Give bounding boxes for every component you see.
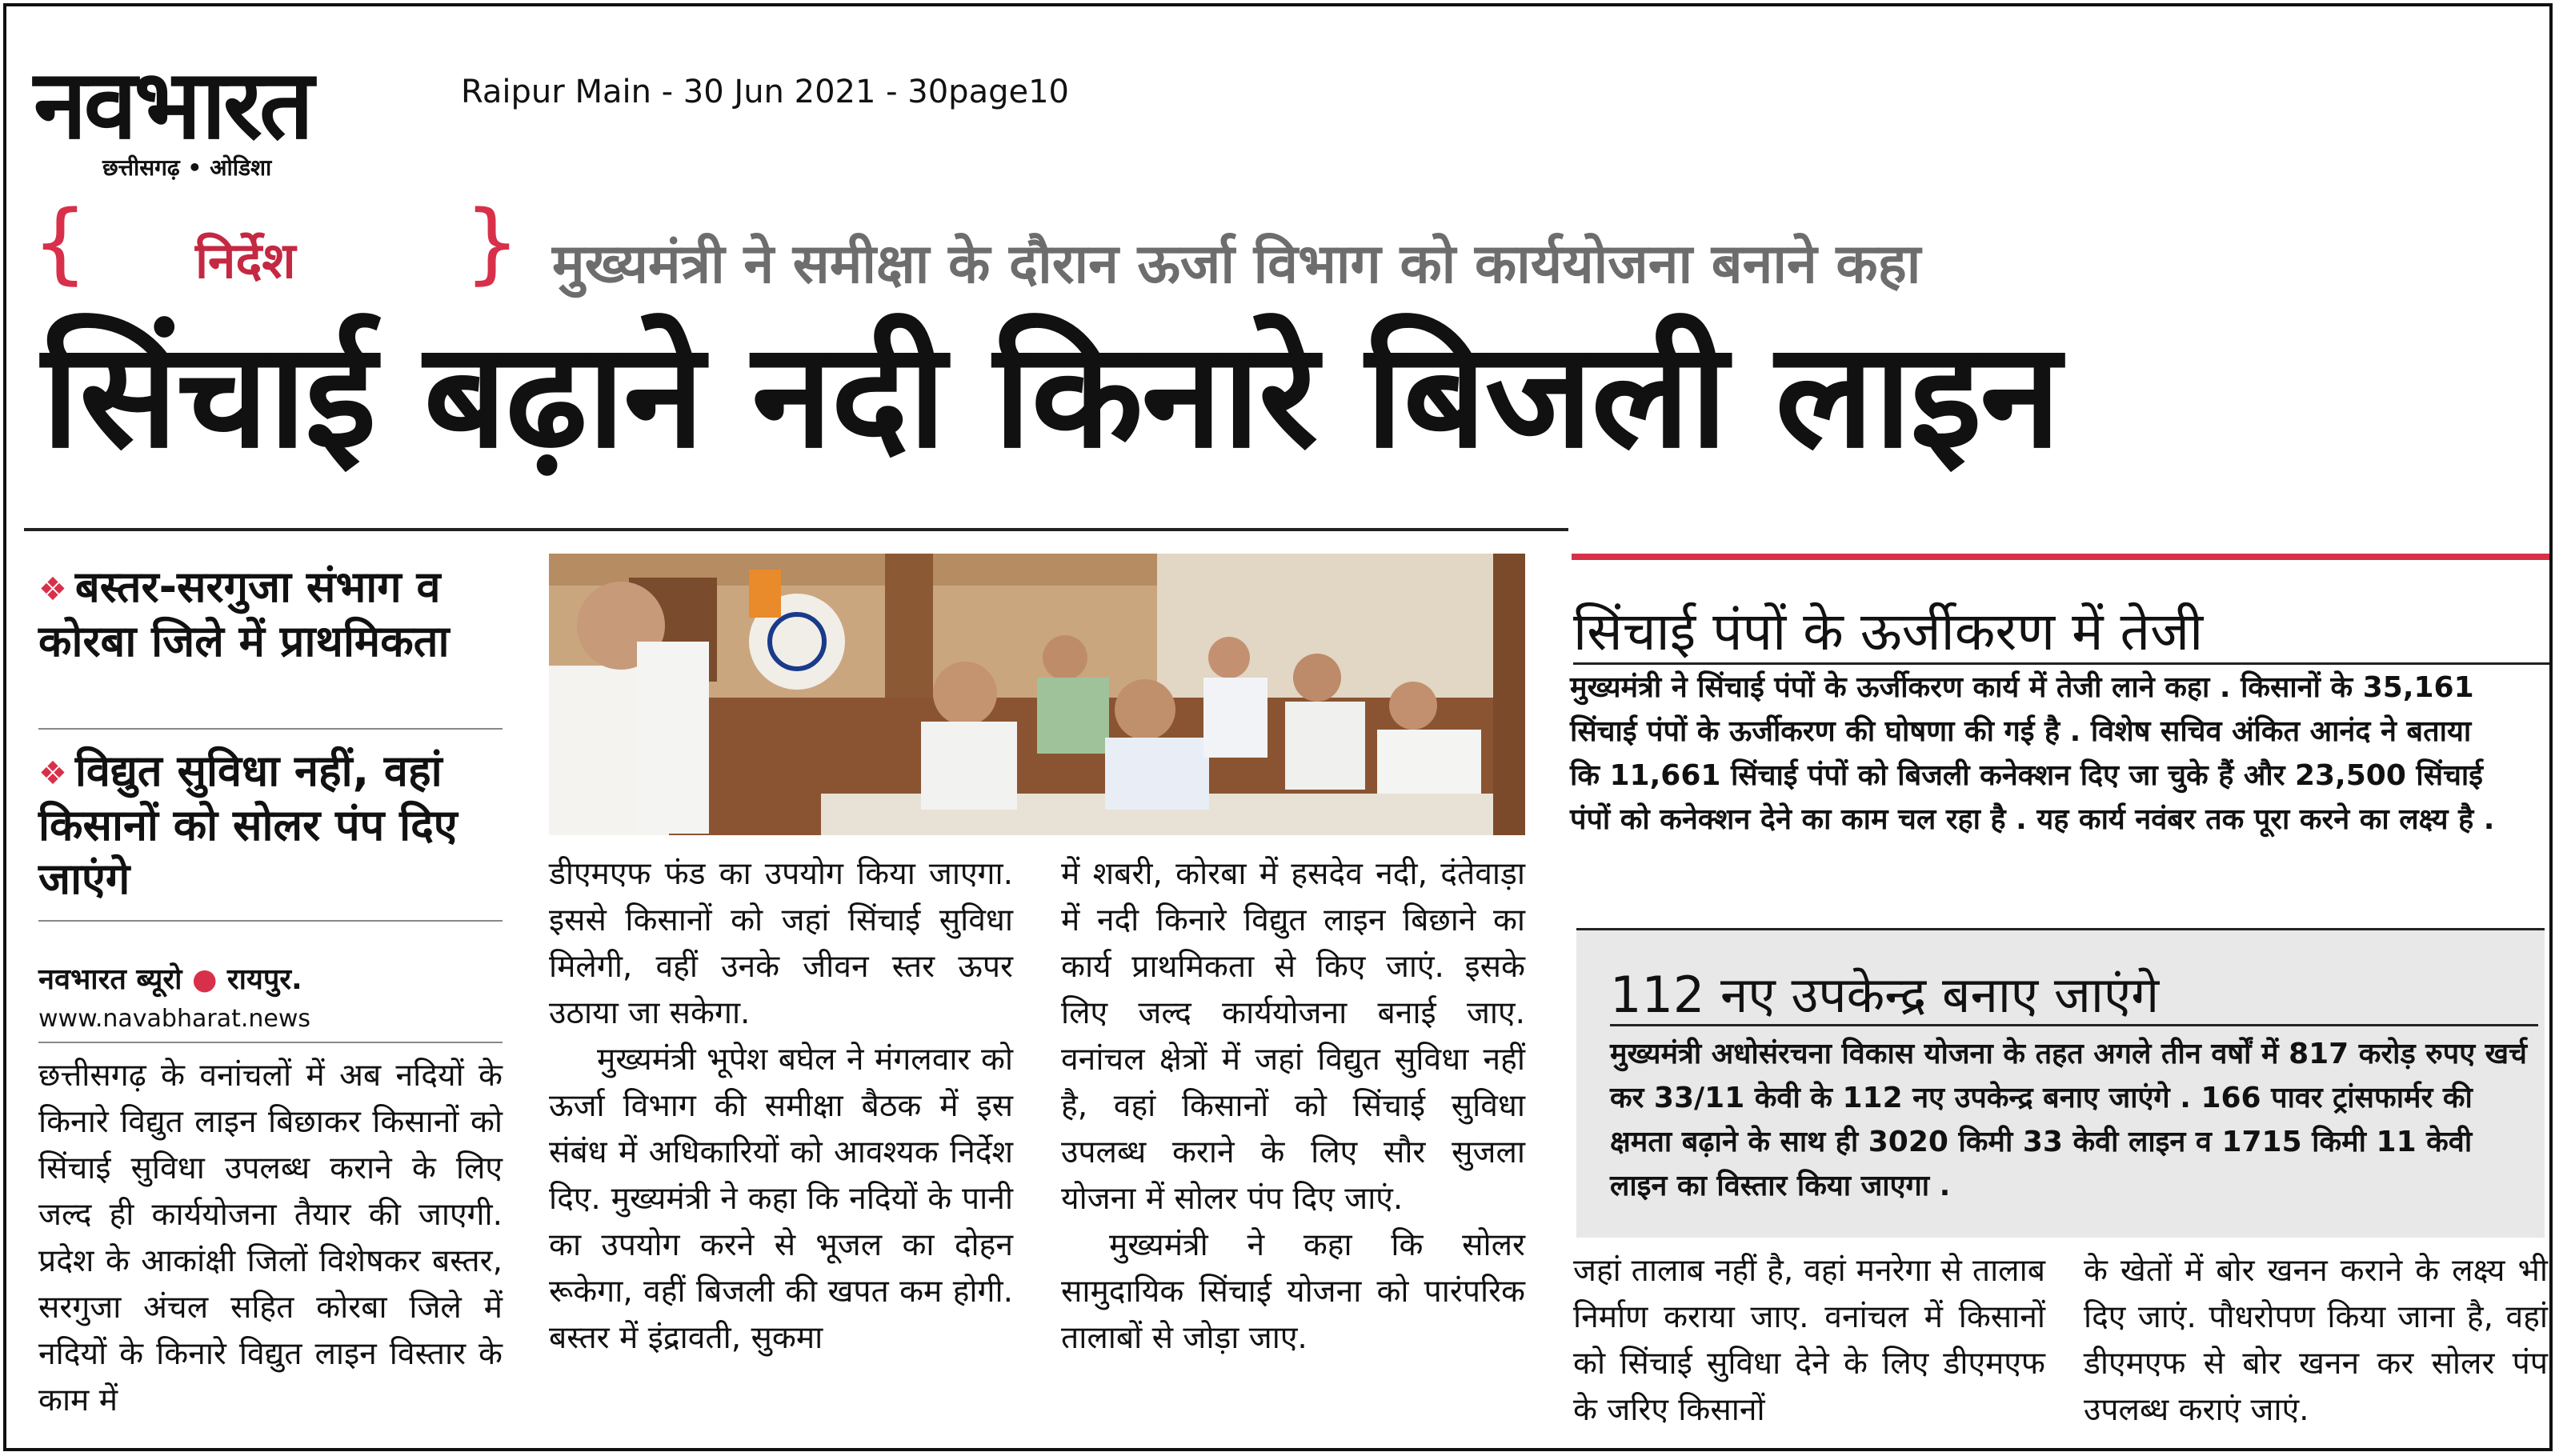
article-column-2: डीएमएफ फंड का उपयोग किया जाएगा. इससे किसानों को जहां सिंचाई सुविधा मिलेगी, वहीं उनके जीवन स्तर ऊपर उठाया जा सकेगा. मुख्यमंत्री भूपेश बघेल ने मंगलवार को ऊर्जा विभाग की समीक्षा बैठक में इस संबंध में अधिकारियों को आवश्यक निर्देश दिए. मुख्यमंत्री ने कहा कि नदियों के पानी का उपयोग करने से भूजल का दोहन रूकेगा, वहीं बिजली की खपत कम होगी. बस्तर में इंद्रावती, सुकमा [549, 856, 1013, 1356]
box2-text: मुख्यमंत्री अधोसंरचना विकास योजना के तहत अगले तीन वर्षों में 817 करोड़ रुपए खर्च कर 33/11 केवी के 112 नए उपकेन्द्र बनाए जाएंगे . 166 पावर ट्रांसफार्मर की क्षमता बढ़ाने के साथ ही 3020 किमी 33 केवी लाइन व 1715 किमी 11 केवी लाइन का विस्तार किया जाएगा . [1610, 1038, 2527, 1202]
box2-divider [1610, 1024, 2538, 1026]
article-column-1: छत्तीसगढ़ के वनांचलों में अब नदियों के किनारे विद्युत लाइन बिछाकर किसानों को सिंचाई सुविधा उपलब्ध कराने के लिए जल्द ही कार्ययोजना तैयार की जाएगी. प्रदेश के आकांक्षी जिलों विशेषकर बस्तर, सरगुजा अंचल सहित कोरबा जिले में नदियों के किनारे विद्युत लाइन विस्तार के काम में [38, 1058, 503, 1418]
headline-divider [24, 528, 1568, 531]
article-column-4: जहां तालाब नहीं है, वहां मनरेगा से तालाब निर्माण कराया जाए. वनांचल में किसानों को सिंचाई सुविधा देने के लिए डीएमएफ के जरिए किसानों [1573, 1253, 2045, 1428]
byline-divider [38, 1042, 503, 1043]
highlight-item: ❖ बस्तर-सरगुजा संभाग व कोरबा जिले में प्राथमिकता [38, 562, 450, 666]
right-brace-icon: } [464, 191, 520, 294]
left-brace-icon: { [32, 191, 88, 294]
byline-city: रायपुर. [226, 963, 302, 996]
article-column-5: के खेतों में बोर खनन कराने के लक्ष्य भी दिए जाएं. पौधरोपण किया जाना है, वहां डीएमएफ से बोर खनन कर सोलर पंप उपलब्ध कराएं जाएं. [2084, 1253, 2548, 1428]
box2-title: 112 नए उपकेन्द्र बनाए जाएंगे [1610, 966, 2160, 1024]
byline-url: www.navabharat.news [38, 1005, 311, 1033]
box1-text: मुख्यमंत्री ने सिंचाई पंपों के ऊर्जीकरण कार्य में तेजी लाने कहा . किसानों के 35,161 सिंचाई पंपों के ऊर्जीकरण की घोषणा की गई है . विशेष सचिव अंकित आनंद ने बताया कि 11,661 सिंचाई पंपों को बिजली कनेक्शन दिए जा चुके हैं और 23,500 सिंचाई पंपों को कनेक्शन देने का काम चल रहा है . यह कार्य नवंबर तक पूरा करने का लक्ष्य है . [1570, 671, 2495, 836]
meeting-photo [549, 554, 1525, 835]
headline: सिंचाई बढ़ाने नदी किनारे बिजली लाइन [42, 310, 2060, 480]
newspaper-logo-subtitle: छत्तीसगढ़ • ओडिशा [102, 154, 272, 181]
highlight-divider [38, 728, 503, 730]
edition-info: Raipur Main - 30 Jun 2021 - 30page10 [461, 74, 1069, 110]
highlight-divider [38, 920, 503, 922]
byline [38, 958, 302, 998]
highlight-item: ❖ विद्युत सुविधा नहीं, वहां किसानों को सोलर पंप दिए जाएंगे [38, 746, 458, 904]
box1-title: सिंचाई पंपों के ऊर्जीकरण में तेजी [1573, 601, 2204, 662]
kicker-tag: निर्देश [195, 231, 296, 290]
box-accent-rule [1572, 554, 2549, 560]
box1-divider [1573, 662, 2549, 665]
byline-bureau: नवभारत ब्यूरो [38, 963, 182, 996]
byline-separator: ● [191, 963, 218, 996]
diamond-bullet-icon: ❖ [38, 571, 67, 609]
newspaper-logo: नवभारत [34, 50, 311, 161]
kicker-text: मुख्यमंत्री ने समीक्षा के दौरान ऊर्जा विभाग को कार्ययोजना बनाने कहा [552, 233, 1921, 296]
diamond-bullet-icon: ❖ [38, 755, 67, 793]
meeting-photo-illustration [549, 554, 1525, 835]
article-column-3: में शबरी, कोरबा में हसदेव नदी, दंतेवाड़ा में नदी किनारे विद्युत लाइन बिछाने का कार्य प्राथमिकता से किए जाएं. इसके लिए जल्द कार्ययोजना बनाई जाए. वनांचल क्षेत्रों में जहां विद्युत सुविधा नहीं है, वहां किसानों को सिंचाई सुविधा उपलब्ध कराने के लिए सौर सुजला योजना में सोलर पंप दिए जाएं. मुख्यमंत्री ने कहा कि सोलर सामुदायिक सिंचाई योजना को पारंपरिक तालाबों से जोड़ा जाए. [1061, 856, 1525, 1356]
